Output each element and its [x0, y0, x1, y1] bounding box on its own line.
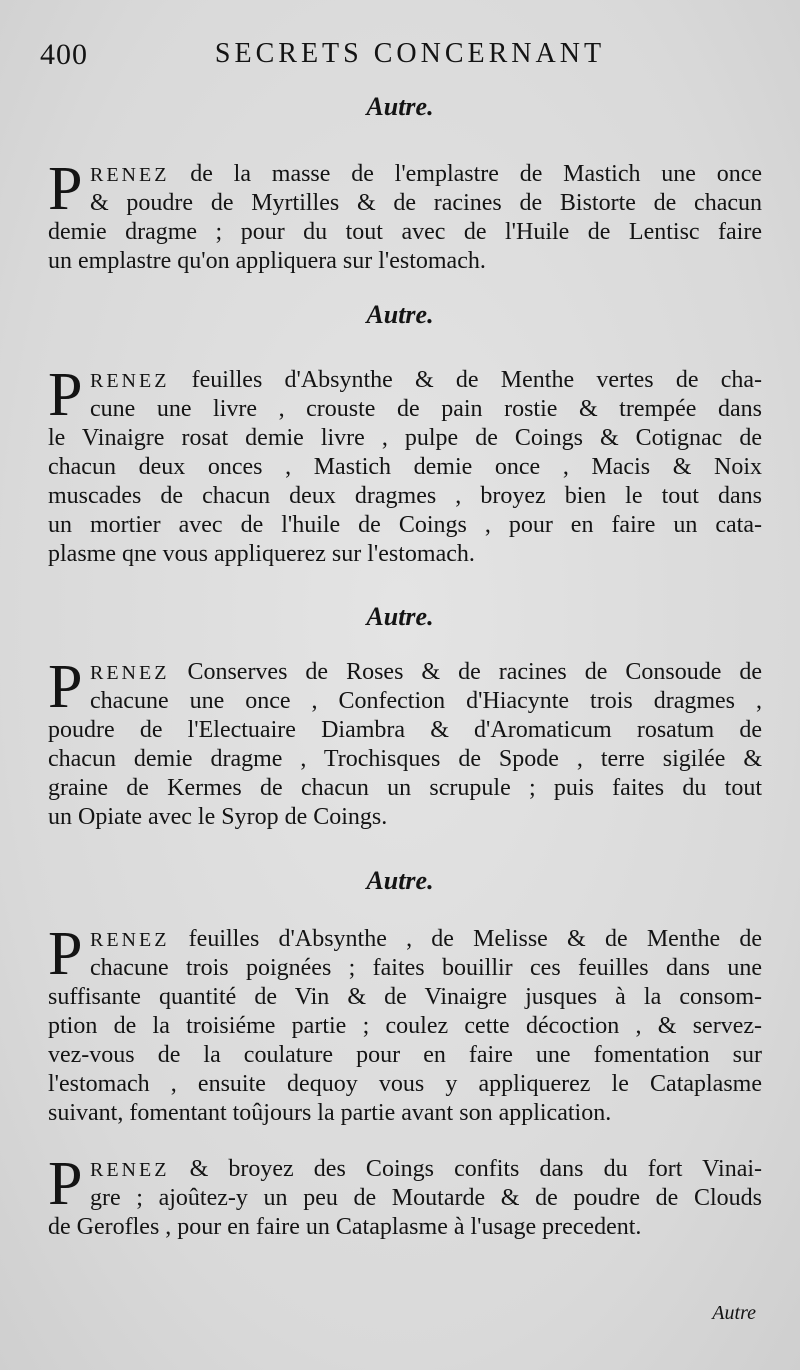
first-word: RENEZ: [90, 1159, 170, 1181]
text-line: RENEZ Conserves de Roses & de racines de Consoude de: [90, 659, 762, 685]
first-word: RENEZ: [90, 164, 170, 186]
first-word: RENEZ: [90, 370, 170, 392]
recipe-paragraph: [48, 155, 763, 276]
text-line: RENEZ & broyez des Coings confits dans du fort Vinai-: [90, 1156, 763, 1182]
drop-cap: P: [48, 653, 83, 721]
drop-cap: P: [48, 1150, 83, 1218]
first-word: RENEZ: [90, 662, 170, 684]
text-line: cune une livre , crouste de pain rostie & trempée dans: [90, 396, 762, 422]
text-line: vez-vous de la coulature pour en faire une fomentation sur: [48, 1042, 762, 1068]
text-line: suffisante quantité de Vin & de Vinaigre jusques à la consom-: [48, 984, 762, 1010]
text-line: un Opiate avec le Syrop de Coings.: [48, 804, 388, 830]
text-line: RENEZ feuilles d'Absynthe & de Menthe vertes de cha-: [90, 367, 763, 393]
text-line: chacun deux onces , Mastich demie once , Macis & Noix: [48, 454, 762, 480]
drop-cap: P: [48, 361, 83, 429]
text-line: & poudre de Myrtilles & de racines de Bistorte de chacun: [90, 190, 762, 216]
text-line: l'estomach , ensuite dequoy vous y appliquerez le Cataplasme: [48, 1071, 762, 1097]
text-line: chacune une once , Confection d'Hiacynte trois dragmes ,: [90, 688, 762, 714]
text-line: chacune trois poignées ; faites bouillir ces feuilles dans une: [90, 955, 762, 981]
text-line: un mortier avec de l'huile de Coings , pour en faire un cata-: [48, 512, 762, 538]
section-title: Autre.: [366, 92, 434, 121]
text-line: RENEZ de la masse de l'emplastre de Mastich une once: [90, 161, 763, 187]
first-word: RENEZ: [90, 929, 170, 951]
text-line: poudre de l'Electuaire Diambra & d'Aromaticum rosatum de: [48, 717, 762, 743]
text-line: de Gerofles , pour en faire un Cataplasme à l'usage precedent.: [48, 1214, 642, 1240]
text-line: demie dragme ; pour du tout avec de l'Huile de Lentisc faire: [48, 219, 762, 245]
recipe-paragraph: [48, 361, 763, 569]
text-line: le Vinaigre rosat demie livre , pulpe de Coings & Cotignac de: [48, 425, 762, 451]
section-title: Autre.: [366, 866, 434, 895]
recipe-paragraph: [48, 920, 763, 1128]
text-line: gre ; ajoûtez-y un peu de Moutarde & de poudre de Clouds: [90, 1185, 762, 1211]
text-line: suivant, fomentant toûjours la partie avant son application.: [48, 1100, 612, 1126]
text-line: plasme qne vous appliquerez sur l'estomach.: [48, 541, 475, 567]
drop-cap: P: [48, 155, 83, 223]
running-title: SECRETS CONCERNANT: [214, 38, 606, 69]
catchword: Autre: [712, 1302, 756, 1324]
text-line: graine de Kermes de chacun un scrupule ; puis faites du tout: [48, 775, 762, 801]
section-title: Autre.: [366, 602, 434, 631]
drop-cap: P: [48, 920, 83, 988]
text-line: muscades de chacun deux dragmes , broyez bien le tout dans: [48, 483, 762, 509]
text-line: ption de la troisiéme partie ; coulez cette décoction , & servez-: [48, 1013, 762, 1039]
text-line: un emplastre qu'on appliquera sur l'estomach.: [48, 248, 486, 274]
text-line: chacun demie dragme , Trochisques de Spode , terre sigilée &: [48, 746, 762, 772]
text-line: RENEZ feuilles d'Absynthe , de Melisse & de Menthe de: [90, 926, 763, 952]
recipe-paragraph: [48, 1150, 763, 1242]
page-number: 400: [40, 38, 88, 71]
section-title: Autre.: [366, 300, 434, 329]
recipe-paragraph: [48, 653, 762, 832]
page-header: [40, 38, 760, 78]
